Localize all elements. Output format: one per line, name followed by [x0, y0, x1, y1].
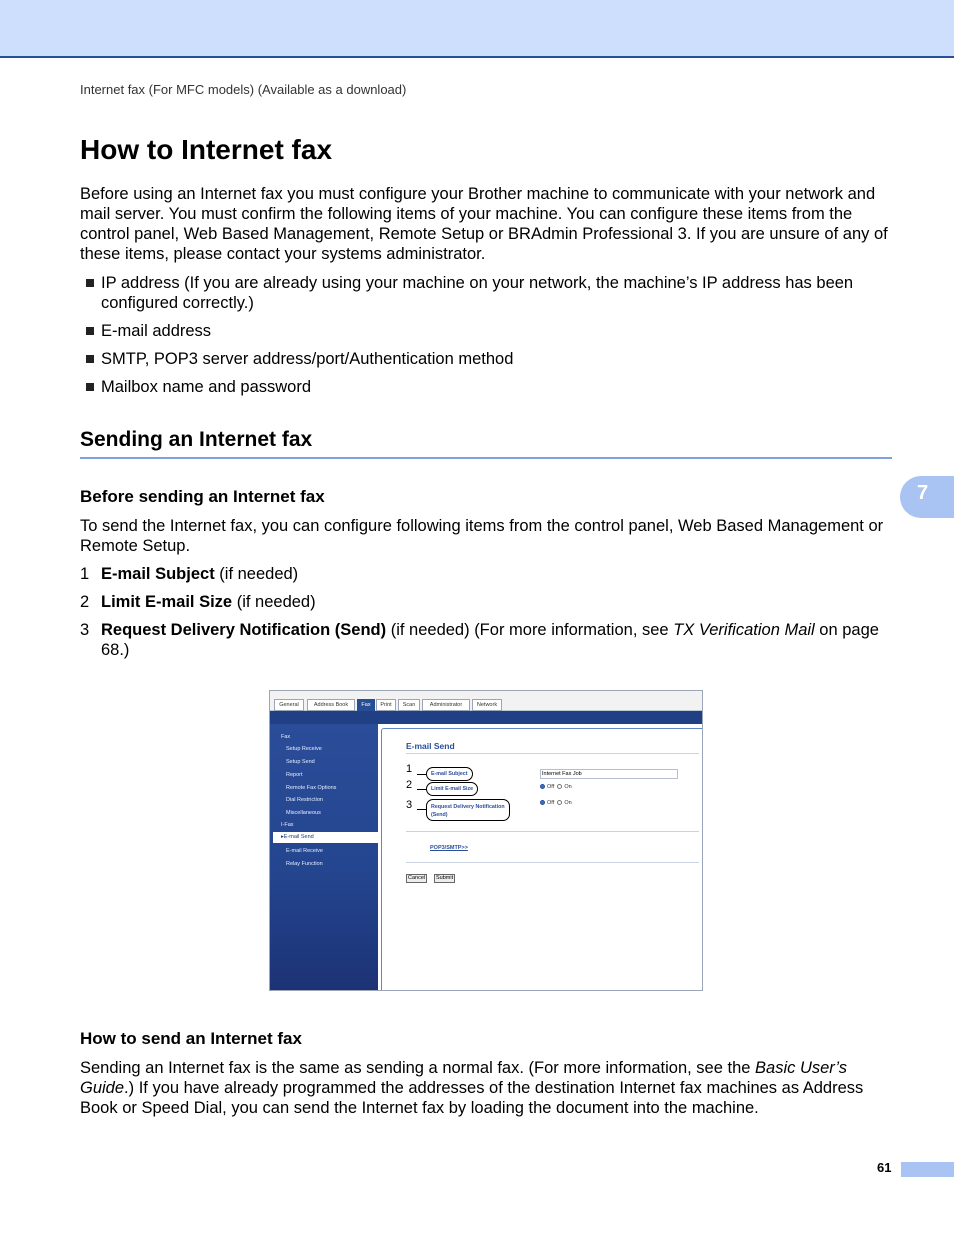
callout-line [417, 789, 426, 790]
subsection-title-how-to-send: How to send an Internet fax [80, 1029, 302, 1048]
bullet-square-icon [86, 383, 94, 391]
sidebar-item-miscellaneous[interactable]: Miscellaneous [286, 810, 321, 816]
divider [406, 753, 699, 754]
selected-arrow-icon: ▸ [281, 834, 284, 840]
sidebar-head-fax: Fax [281, 734, 291, 740]
page-number-bar [901, 1162, 954, 1177]
step-item: 2 Limit E-mail Size (if needed) [80, 593, 316, 611]
cross-reference: TX Verification Mail [673, 621, 815, 639]
pop3-smtp-link[interactable]: POP3/SMTP>> [430, 845, 468, 851]
header-band [0, 0, 954, 58]
sidebar [270, 724, 378, 991]
bullet-item: SMTP, POP3 server address/port/Authentication method [86, 349, 892, 369]
label-limit-email-size: Limit E-mail Size [426, 782, 478, 796]
tab-scan[interactable]: Scan [398, 699, 420, 711]
intro-paragraph: Before using an Internet fax you must configure your Brother machine to communicate with your network and mail server. You must confirm the following items of your machine. You can configure these items from the control panel, Web Based Management, Remote Setup or BRAdmin Professional 3. If you are unsure of any of these items, please contact your systems administrator. [80, 185, 888, 263]
sidebar-item-setup-receive[interactable]: Setup Receive [286, 746, 322, 752]
step-item: 3 Request Delivery Notification (Send) (if needed) (For more information, see TX Verification Mail on page 68.) [80, 621, 879, 659]
cancel-button[interactable]: Cancel [408, 875, 426, 881]
main-panel [381, 728, 703, 991]
page-number: 61 [877, 1160, 892, 1175]
web-management-screenshot [269, 690, 703, 991]
callout-number: 1 [406, 763, 413, 775]
callout-line [417, 809, 426, 810]
email-subject-input[interactable]: Internet Fax Job [540, 769, 678, 779]
submit-button[interactable]: Submit [436, 875, 454, 881]
chapter-tab [900, 476, 954, 518]
before-sending-paragraph: To send the Internet fax, you can configure following items from the control panel, Web Based Management or Remote Setup. [80, 517, 884, 555]
panel-title: E-mail Send [406, 741, 455, 751]
bullet-item: Mailbox name and password [86, 377, 892, 397]
radio-on[interactable] [557, 784, 562, 789]
limit-size-radio-group: Off On [540, 784, 572, 790]
radio-off-selected[interactable] [540, 784, 545, 789]
delivery-notification-radio-group: Off On [540, 800, 572, 806]
tab-bar [270, 691, 703, 711]
step-item: 1 E-mail Subject (if needed) [80, 565, 299, 583]
callout-line [417, 774, 426, 775]
sidebar-item-dial-restriction[interactable]: Dial Restriction [286, 797, 323, 803]
sidebar-item-email-receive[interactable]: E-mail Receive [286, 848, 323, 854]
tab-address-book[interactable]: Address Book [307, 699, 355, 711]
how-to-send-paragraph: Sending an Internet fax is the same as sending a normal fax. (For more information, see the Basic User’s Guide.) If you have already programmed the addresses of the destination Internet fax machines as Address Book or Speed Dial, you can send the Internet fax by loading the document into the machine. [80, 1059, 864, 1117]
bullet-item: IP address (If you are already using your machine on your network, the machine’s IP address has been configured correctly.) [86, 273, 892, 313]
sidebar-item-report[interactable]: Report [286, 772, 303, 778]
radio-off-selected[interactable] [540, 800, 545, 805]
bullet-item: E-mail address [86, 321, 892, 341]
divider [406, 831, 699, 832]
subsection-title-before-sending: Before sending an Internet fax [80, 487, 325, 506]
callout-number: 2 [406, 779, 413, 791]
tab-general[interactable]: General [274, 699, 304, 711]
divider [406, 862, 699, 863]
bullet-square-icon [86, 327, 94, 335]
label-request-delivery-notification: Request Delivery Notification (Send) [426, 799, 510, 821]
section-title: Sending an Internet fax [80, 428, 313, 451]
section-rule [80, 457, 892, 459]
blue-header-bar [270, 711, 703, 724]
sidebar-head-ifax: I-Fax [281, 822, 294, 828]
tab-fax[interactable]: Fax [357, 699, 375, 711]
tab-print[interactable]: Print [376, 699, 396, 711]
chapter-number: 7 [917, 482, 929, 504]
page-title: How to Internet fax [80, 134, 333, 165]
bullet-square-icon [86, 279, 94, 287]
radio-on[interactable] [557, 800, 562, 805]
callout-number: 3 [406, 799, 413, 811]
sidebar-item-remote-fax-options[interactable]: Remote Fax Options [286, 785, 337, 791]
running-head: Internet fax (For MFC models) (Available as a download) [80, 82, 407, 97]
label-email-subject: E-mail Subject [426, 767, 473, 781]
tab-network[interactable]: Network [472, 699, 502, 711]
sidebar-item-setup-send[interactable]: Setup Send [286, 759, 315, 765]
tab-administrator[interactable]: Administrator [422, 699, 470, 711]
sidebar-item-email-send[interactable]: ▸E-mail Send [273, 832, 378, 843]
sidebar-item-relay-function[interactable]: Relay Function [286, 861, 323, 867]
bullet-square-icon [86, 355, 94, 363]
